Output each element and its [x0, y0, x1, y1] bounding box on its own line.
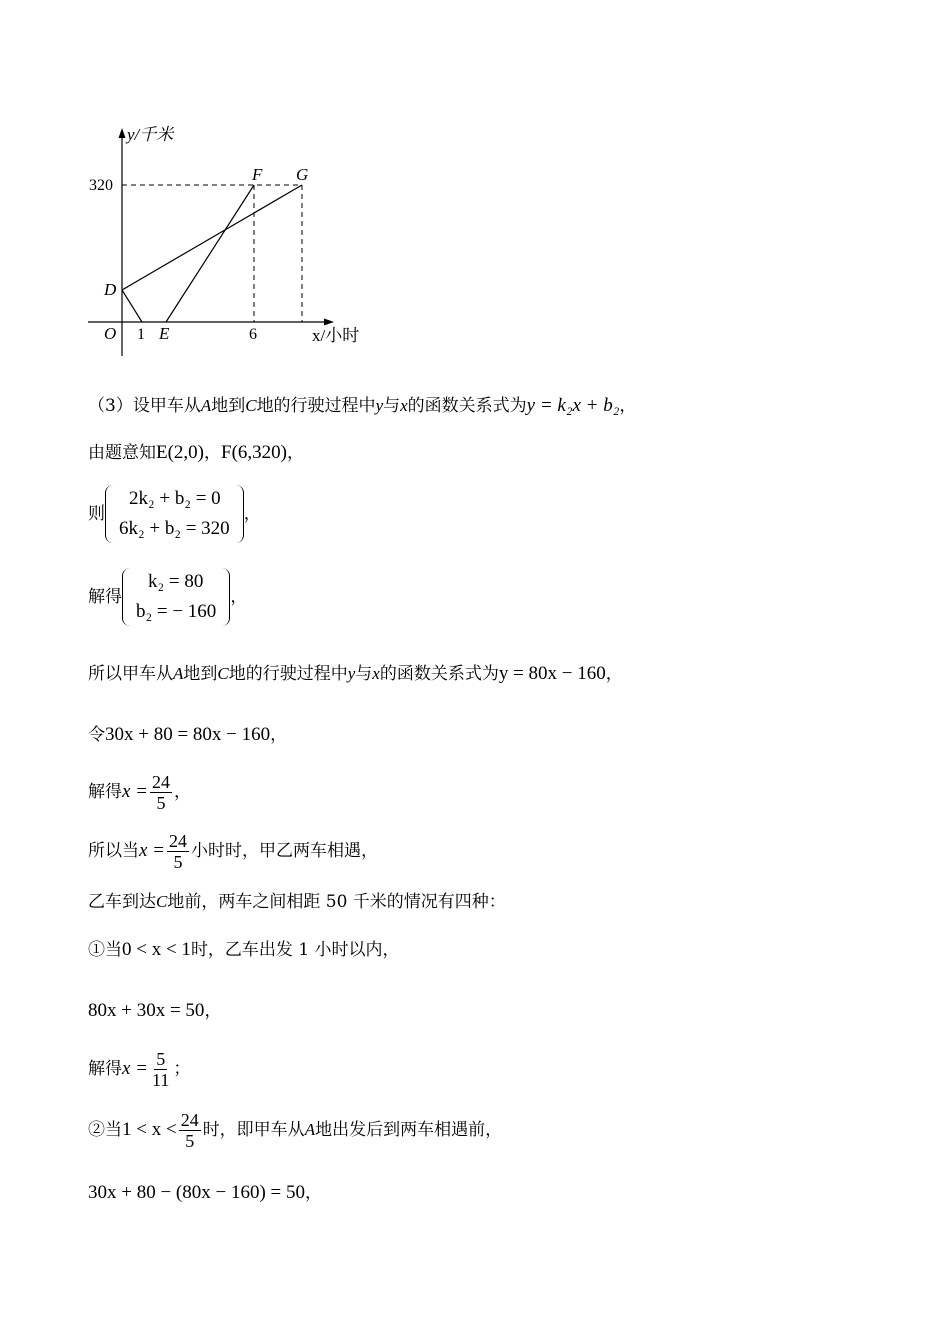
- formula-case-2: 30x + 80 − (80x − 160) = 50: [88, 1182, 306, 1203]
- formula-equate: 30x + 80 = 80x − 160: [105, 724, 271, 745]
- solution-line-9: 乙车到达C地前，两车之间相距 50 千米的情况有四种：: [88, 892, 506, 912]
- point-G-label: G: [296, 165, 309, 184]
- solution-line-6: 令30x + 80 = 80x − 160，: [88, 724, 288, 745]
- solution-line-2: 由题意知E(2,0)，F(6,320)，: [88, 442, 304, 463]
- line-DG: [122, 185, 302, 290]
- fraction-5-11: $\frac{5}{11}$: [152, 1049, 170, 1090]
- x-tick-6: 6: [249, 326, 257, 343]
- line-EF: [166, 185, 254, 322]
- x-axis-label: x/小时: [312, 326, 360, 345]
- distance-time-graph: [80, 118, 380, 363]
- x-axis-arrow-icon: [324, 319, 334, 326]
- line-D-1: [122, 290, 142, 322]
- solution-line-11: 80x + 30x = 50，: [88, 1000, 222, 1021]
- equation-system-2: 解得 k₂ = 80 b₂ = − 160 ，: [88, 568, 247, 626]
- y-tick-320: 320: [89, 177, 113, 194]
- solution-line-13: ②当1 < x < $\frac{24}{5}$ 时，即甲车从A地出发后到两车相遇前，: [88, 1110, 503, 1151]
- point-E-label: E: [159, 324, 170, 343]
- origin-label: O: [104, 324, 117, 343]
- solution-line-7: 解得x = $\frac{24}{5}$ ，: [88, 772, 192, 813]
- fraction-24-5: $\frac{24}{5}$: [169, 831, 188, 872]
- solution-line-14: 30x + 80 − (80x − 160) = 50，: [88, 1182, 323, 1203]
- solution-line-12: 解得x = $\frac{5}{11}$ ；: [88, 1049, 191, 1090]
- equation-1: 2k₂ + b₂ = 0: [129, 488, 221, 509]
- left-brace: [122, 568, 132, 626]
- solution-line-3: [88, 485, 261, 543]
- solution-line-4: [88, 568, 247, 626]
- equation-2: 6k₂ + b₂ = 320: [119, 518, 230, 539]
- solution-k2: k₂ = 80: [148, 571, 204, 592]
- formula-y-k2x-b2: y = k₂x + b₂: [526, 395, 620, 416]
- right-brace: [234, 485, 244, 543]
- y-axis-label: y/千米: [127, 125, 174, 144]
- formula-y-80x-160: y = 80x − 160: [498, 663, 606, 684]
- y-axis-arrow-icon: [119, 128, 126, 138]
- formula-case-1: 80x + 30x = 50: [88, 1000, 205, 1021]
- point-D-label: D: [104, 280, 117, 299]
- x-tick-1: 1: [137, 326, 145, 343]
- solution-line-5: 所以甲车从A地到C地的行驶过程中y与x的函数关系式为y = 80x − 160，: [88, 663, 623, 684]
- left-brace: [105, 485, 115, 543]
- right-brace: [220, 568, 230, 626]
- solution-b2: b₂ = − 160: [136, 601, 217, 622]
- fraction-24-5: $\frac{24}{5}$: [152, 772, 171, 813]
- equation-system-1: 则 2k₂ + b₂ = 0 6k₂ + b₂ = 320 ，: [88, 485, 261, 543]
- point-F-label: F: [252, 165, 263, 184]
- fraction-24-5: $\frac{24}{5}$: [180, 1110, 199, 1151]
- solution-line-10: ①当0 < x < 1时，乙车出发 1 小时以内，: [88, 939, 400, 960]
- point-F-coords: F(6,320): [221, 442, 287, 463]
- solution-line-8: 所以当x = $\frac{24}{5}$ 小时时，甲乙两车相遇，: [88, 831, 379, 872]
- graph-svg: [80, 118, 380, 363]
- formula-range-1: 0 < x < 1: [122, 939, 191, 960]
- solution-line-1: （3）设甲车从A地到C地的行驶过程中y与x的函数关系式为y = k₂x + b₂，: [88, 395, 637, 416]
- formula-range-2: 1 < x <: [122, 1119, 177, 1140]
- point-E-coords: E(2,0): [156, 442, 205, 463]
